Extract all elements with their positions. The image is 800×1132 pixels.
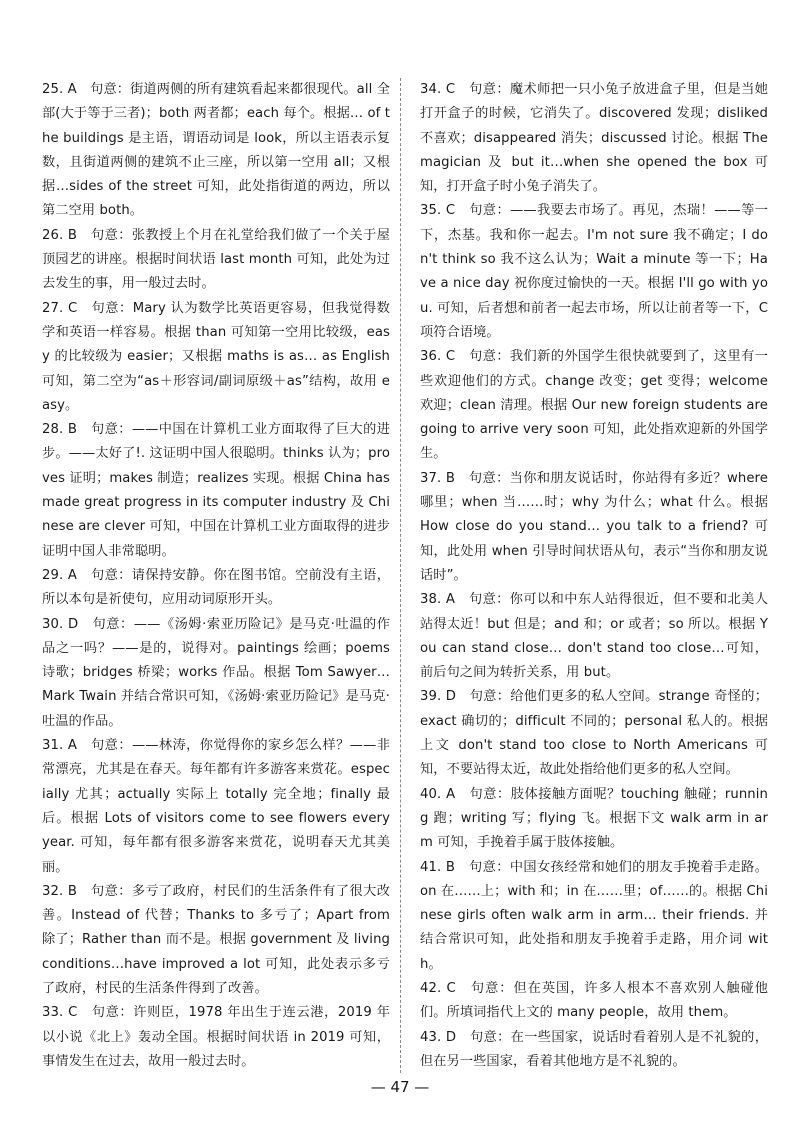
question-number: 27. <box>42 300 64 316</box>
answer-entry <box>420 977 768 1026</box>
question-number: 42. <box>420 980 442 996</box>
question-number: 28. <box>42 422 64 438</box>
question-number: 32. <box>42 883 64 899</box>
answer-letter: C <box>68 1005 78 1021</box>
explanation-text: 句意：但在英国，许多人根本不喜欢别人触碰他们。所填词指代上文的 many people，故用 them。 <box>420 980 768 1021</box>
question-number: 33. <box>42 1005 64 1021</box>
question-number: 43. <box>420 1029 442 1045</box>
answer-letter: B <box>67 883 78 899</box>
explanation-text: 句意：我们新的外国学生很快就要到了，这里有一些欢迎他们的方式。change 改变；get 变得；welcome 欢迎；clean 清理。根据 Our new foreign students are going to arrive very soon 可知，此处指欢迎新的外国学生。 <box>420 349 768 462</box>
answer-letter: B <box>445 470 456 486</box>
answer-letter: A <box>67 82 77 97</box>
explanation-text: 句意：中国女孩经常和她们的朋友手挽着手走路。on 在……上；with 和；in 在……里；of……的。根据 Chinese girls often walk arm in arm… their friends. 并结合常识可知，此处指和朋友手挽着手走路，用介词 with。 <box>420 859 769 972</box>
answer-entry <box>420 685 768 782</box>
question-number: 37. <box>420 470 442 486</box>
answer-letter: D <box>445 1029 457 1045</box>
answer-entry <box>420 345 768 466</box>
question-number: 38. <box>420 592 442 608</box>
left-column <box>42 78 390 1074</box>
column-divider <box>400 78 401 1073</box>
question-number: 25. <box>42 82 64 97</box>
question-number: 34. <box>420 82 442 97</box>
page-number: — 47 — <box>370 1078 430 1096</box>
answer-entry <box>42 1001 390 1074</box>
answer-letter: A <box>67 567 78 583</box>
answer-entry <box>42 880 390 1001</box>
explanation-text: 句意：在一些国家，说话时看着别人是不礼貌的，但在另一些国家，看着其他地方是不礼貌的。 <box>420 1029 769 1069</box>
right-column <box>420 78 768 1074</box>
explanation-text: 句意：——《汤姆·索亚历险记》是马克·吐温的作品之一吗？——是的，说得对。paintings 绘画；poems 诗歌；bridges 桥梁；works 作品。根据 Tom Sawyer…Mark Twain 并结合常识可知，《汤姆·索亚历险记》是马克·吐温的作品。 <box>42 616 390 729</box>
answer-entry <box>420 199 768 345</box>
answer-letter: A <box>67 738 78 754</box>
answer-letter: D <box>445 689 457 705</box>
question-number: 35. <box>420 203 442 219</box>
question-number: 36. <box>420 349 442 365</box>
explanation-text: 句意：请保持安静。你在图书馆。空前没有主语，所以本句是祈使句，应用动词原形开头。 <box>42 567 391 608</box>
answer-letter: B <box>445 859 456 875</box>
explanation-text: 句意：Mary 认为数学比英语更容易，但我觉得数学和英语一样容易。根据 than 可知第一空用比较级，easy 的比较级为 easier；又根据 maths is as… as English 可知，第二空为“as＋形容词/副词原级＋as”结构，故用 easy。 <box>42 300 390 413</box>
answer-letter: C <box>446 980 456 996</box>
answer-entry <box>42 418 390 564</box>
explanation-text: 句意：多亏了政府，村民们的生活条件有了很大改善。Instead of 代替；Thanks to 多亏了；Apart from 除了；Rather than 而不是。根据 government 及 living conditions…have improved a lot 可知，此处表示多亏了政府，村民的生活条件得到了改善。 <box>42 883 391 996</box>
answer-entry <box>42 564 390 613</box>
explanation-text: 句意：当你和朋友说话时，你站得有多近？where 哪里；when 当……时；why 为什么；what 什么。根据 How close do you stand… you talk to a friend? 可知，此处用 when 引导时间状语从句，表示“当你和朋友说话时”。 <box>420 470 768 583</box>
answer-entry <box>42 734 390 880</box>
question-number: 41. <box>420 859 442 875</box>
question-number: 26. <box>42 227 64 243</box>
explanation-text: 句意：给他们更多的私人空间。strange 奇怪的；exact 确切的；difficult 不同的；personal 私人的。根据上文 don't stand too close to North Americans 可知，不要站得太近，故此处指给他们更多的私人空间。 <box>420 689 768 778</box>
explanation-text: 句意：许则臣，1978 年出生于连云港，2019 年以小说《北上》轰动全国。根据时间状语 in 2019 可知，事情发生在过去，故用一般过去时。 <box>42 1005 390 1069</box>
answer-entry <box>420 1026 768 1075</box>
answer-letter: C <box>445 82 456 97</box>
explanation-text: 句意：——中国在计算机工业方面取得了巨大的进步。——太好了!. 这证明中国人很聪明。thinks 认为；proves 证明；makes 制造；realizes 实现。根据 China has made great progress in its computer industry 及 Chinese are clever 可知，中国在计算机工业方面取得的进步证明中国人非常聪明。 <box>42 422 390 559</box>
question-number: 29. <box>42 567 64 583</box>
answer-entry <box>420 783 768 856</box>
explanation-text: 句意：——我要去市场了。再见，杰瑞！——等一下，杰基。我和你一起去。I'm not sure 我不确定；I don't think so 我不这么认为；Wait a minute 等一下；Have a nice day 祝你度过愉快的一天。根据 I'll go with you. 可知，后者想和前者一起去市场，所以让前者等一下，C 项符合语境。 <box>420 203 768 340</box>
answer-entry <box>42 78 390 224</box>
explanation-text: 句意：街道两侧的所有建筑看起来都很现代。all 全部(大于等于三者)；both 两者都；each 每个。根据… of the buildings 是主语，谓语动词是 look，所以主语表示复数，且街道两侧的建筑不止三座，所以第一空用 all；又根据…sides of the street 可知，此处指街道的两边，所以第二空用 both。 <box>42 82 390 219</box>
answer-entry <box>420 78 768 199</box>
question-number: 31. <box>42 738 64 754</box>
explanation-text: 句意：你可以和中东人站得很近，但不要和北美人站得太近！but 但是；and 和；or 或者；so 所以。根据 You can stand close… don't stand too close…可知，前后句之间为转折关系，用 but。 <box>420 592 769 681</box>
answer-letter: C <box>445 349 456 365</box>
answer-letter: C <box>68 300 78 316</box>
answer-letter: B <box>67 422 78 438</box>
answer-entry <box>420 856 768 977</box>
answer-letter: D <box>68 616 79 632</box>
answer-letter: B <box>67 227 78 243</box>
answer-letter: A <box>445 592 456 608</box>
explanation-text: 句意：——林涛，你觉得你的家乡怎么样？——非常漂亮，尤其是在春天。每年都有许多游客来赏花。especially 尤其；actually 实际上 totally 完全地；finally 最后。根据 Lots of visitors come to see flowers every year. 可知，每年都有很多游客来赏花，说明春天尤其美丽。 <box>42 738 390 875</box>
explanation-text: 句意：肢体接触方面呢？touching 触碰；running 跑；writing 写；flying 飞。根据下文 walk arm in arm 可知，手挽着手属于肢体接触。 <box>420 786 768 851</box>
explanation-text: 句意：魔术师把一只小兔子放进盒子里，但是当她打开盒子的时候，它消失了。discovered 发现；disliked 不喜欢；disappeared 消失；discussed 讨论。根据 The magician 及 but it…when she opened the box 可知，打开盒子时小兔子消失了。 <box>420 82 768 195</box>
answer-entry <box>420 588 768 685</box>
explanation-text: 句意：张教授上个月在礼堂给我们做了一个关于屋顶园艺的讲座。根据时间状语 last month 可知，此处为过去发生的事，用一般过去时。 <box>42 227 391 292</box>
answer-letter: A <box>446 786 456 802</box>
answer-entry <box>42 297 390 418</box>
answer-entry <box>42 224 390 297</box>
question-number: 39. <box>420 689 442 705</box>
answer-entry <box>42 613 390 734</box>
answer-letter: C <box>445 203 456 219</box>
answer-entry <box>420 467 768 588</box>
question-number: 40. <box>420 786 442 802</box>
question-number: 30. <box>42 616 64 632</box>
